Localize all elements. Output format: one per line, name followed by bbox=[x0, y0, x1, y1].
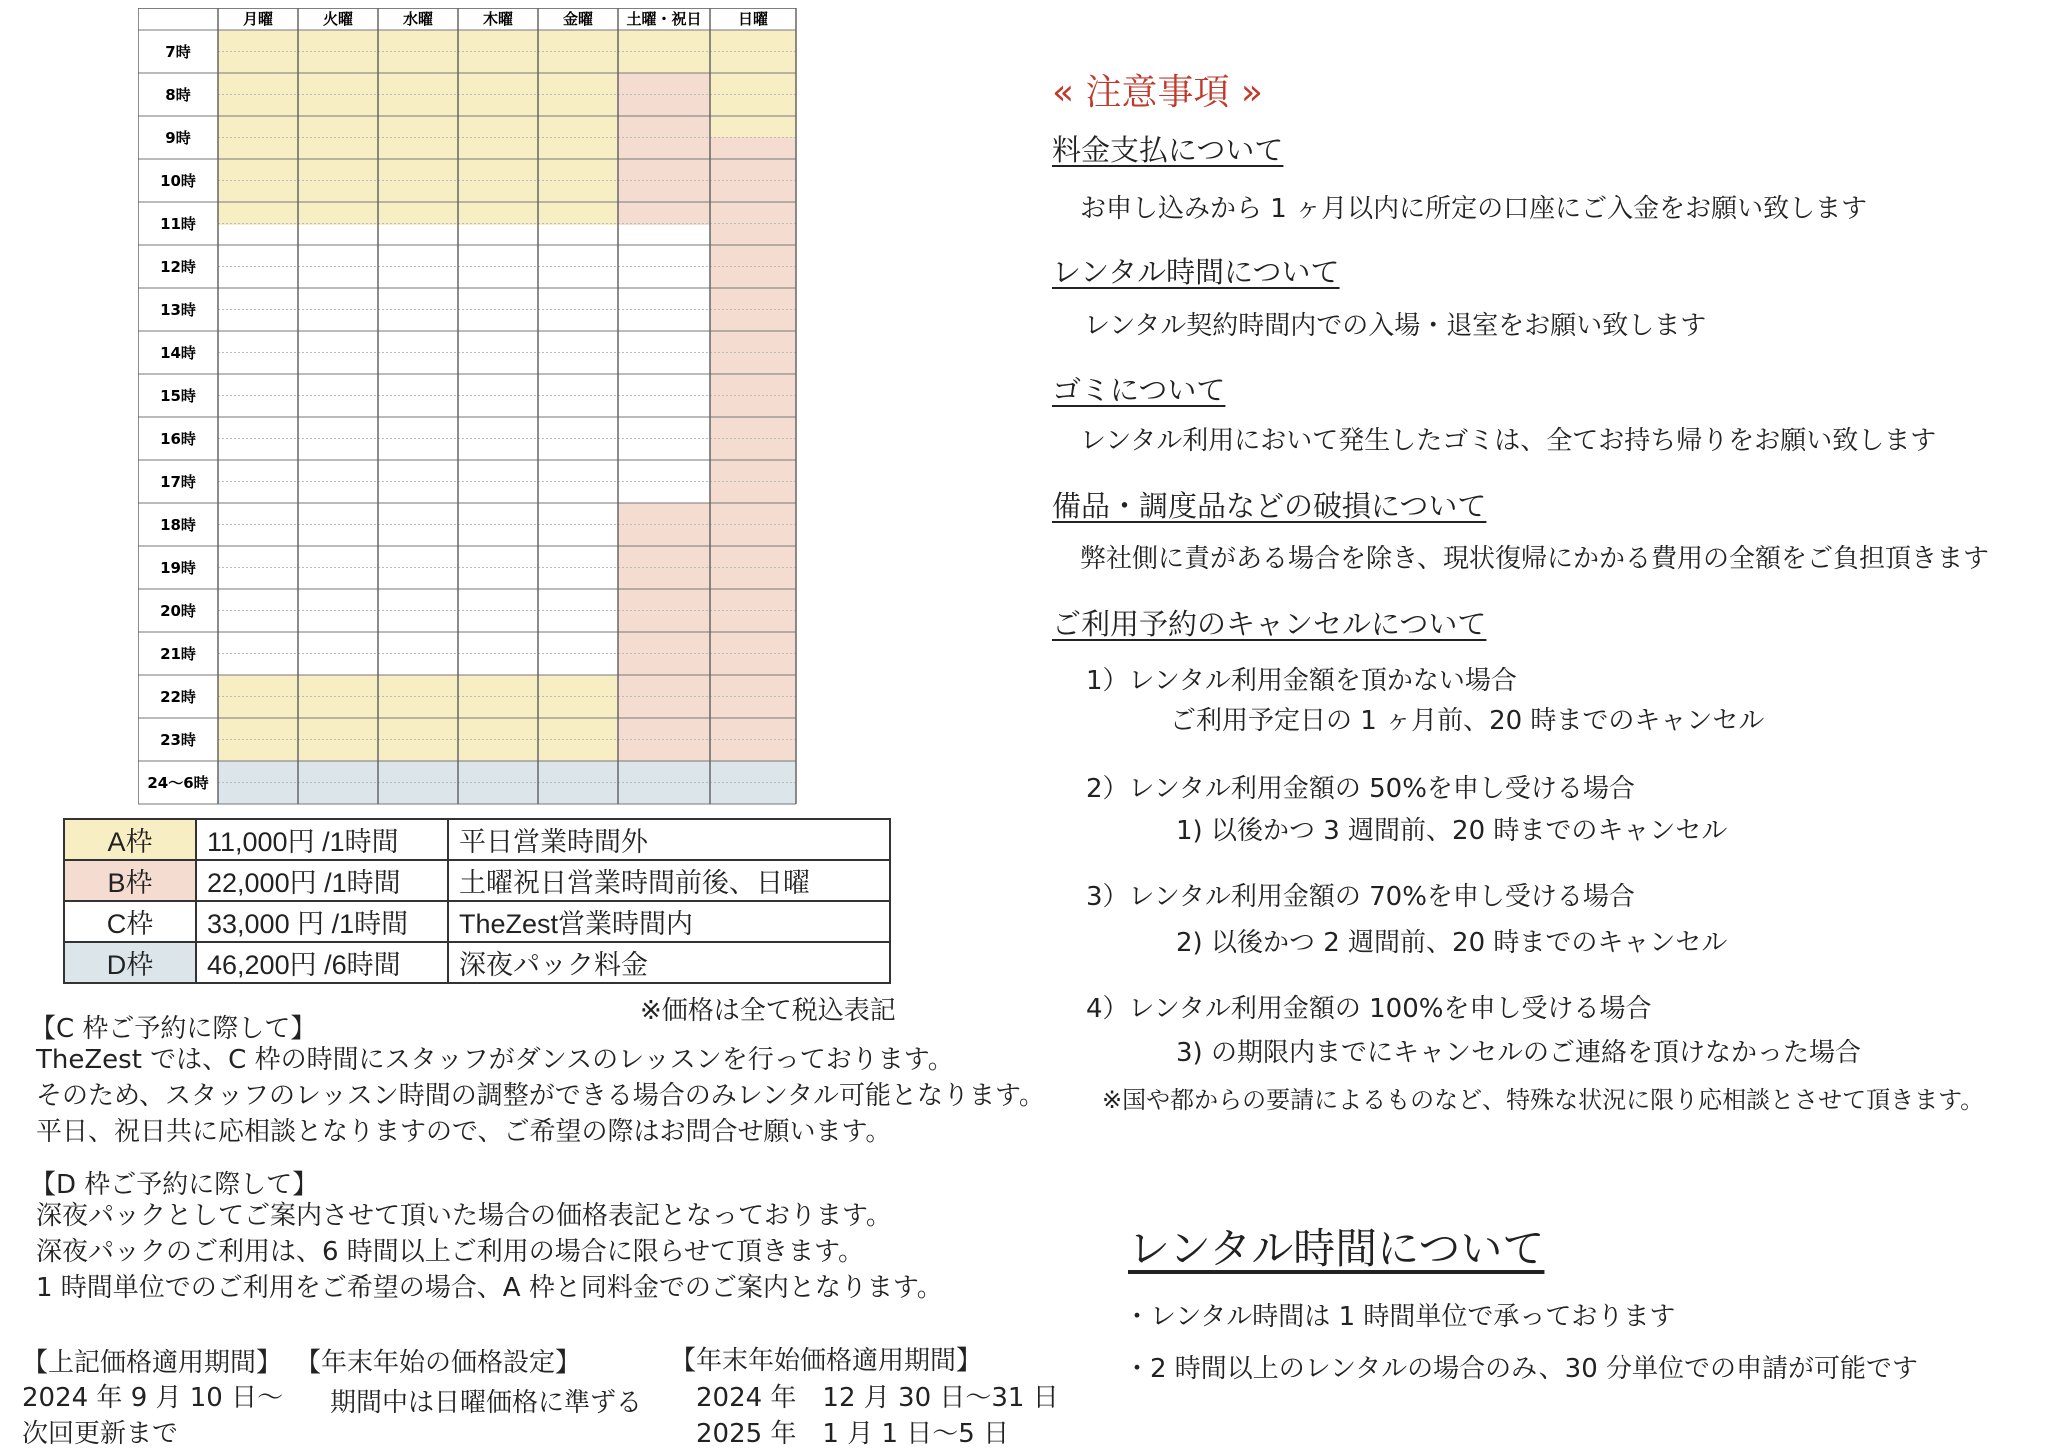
hour-label: 19時 bbox=[160, 559, 196, 577]
trash-heading: ゴミについて bbox=[1052, 373, 1226, 407]
newyear-period-line: 2024 年 12 月 30 日〜31 日 bbox=[696, 1383, 1059, 1413]
slot-a bbox=[218, 30, 298, 225]
price-desc: 平日営業時間外 bbox=[448, 819, 890, 860]
c-note-line: 平日、祝日共に応相談となりますので、ご希望の際はお問合せ願います。 bbox=[36, 1117, 892, 1147]
newyear-price-title: 【年末年始の価格設定】 bbox=[295, 1348, 582, 1378]
special-note: ※国や都からの要請によるものなど、特殊な状況に限り応相談とさせて頂きます。 bbox=[1102, 1086, 1985, 1114]
d-note-line: 深夜パックとしてご案内させて頂いた場合の価格表記となっております。 bbox=[36, 1201, 892, 1231]
cancel-item-head: 3）レンタル利用金額の 70%を申し受ける場合 bbox=[1086, 882, 1635, 912]
trash-text: レンタル利用において発生したゴミは、全てお持ち帰りをお願い致します bbox=[1080, 426, 1937, 456]
damage-heading: 備品・調度品などの破損について bbox=[1052, 489, 1487, 523]
price-table bbox=[63, 818, 891, 984]
rental-heading: レンタル時間について bbox=[1052, 255, 1340, 289]
newyear-period-title: 【年末年始価格適用期間】 bbox=[670, 1346, 983, 1376]
c-note-line: そのため、スタッフのレッスン時間の調整ができる場合のみレンタル可能となります。 bbox=[36, 1081, 1045, 1111]
cancel-item-sub: 3) の期限内までにキャンセルのご連絡を頂けなかった場合 bbox=[1176, 1038, 1861, 1068]
price-value: 33,000 円 /1時間 bbox=[196, 901, 448, 942]
hour-label: 13時 bbox=[160, 301, 196, 319]
d-note-body bbox=[36, 1198, 943, 1306]
d-note-title: 【D 枠ご予約に際して】 bbox=[30, 1170, 319, 1200]
price-label: A枠 bbox=[64, 819, 196, 860]
hour-label: 15時 bbox=[160, 387, 196, 405]
slot-b bbox=[710, 137, 796, 761]
c-note-line: TheZest では、C 枠の時間にスタッフがダンスのレッスンを行っております。 bbox=[36, 1045, 954, 1075]
slot-a bbox=[538, 30, 618, 225]
notes-title: « 注意事項 » bbox=[1052, 72, 1263, 113]
hour-label: 24〜6時 bbox=[147, 774, 209, 792]
cancel-item-sub: 2) 以後かつ 2 週間前、20 時までのキャンセル bbox=[1176, 928, 1728, 958]
hour-label: 20時 bbox=[160, 602, 196, 620]
applied-period-title: 【上記価格適用期間】 bbox=[22, 1348, 283, 1378]
price-row-b bbox=[64, 860, 890, 901]
price-label: B枠 bbox=[64, 860, 196, 901]
rental-time-title: レンタル時間について bbox=[1128, 1224, 1545, 1273]
price-label: C枠 bbox=[64, 901, 196, 942]
tax-note: ※価格は全て税込表記 bbox=[640, 996, 896, 1026]
cancel-item-sub: 1) 以後かつ 3 週間前、20 時までのキャンセル bbox=[1176, 816, 1728, 846]
cancel-item-head: 4）レンタル利用金額の 100%を申し受ける場合 bbox=[1086, 994, 1652, 1024]
hour-label: 16時 bbox=[160, 430, 196, 448]
hour-label: 8時 bbox=[165, 86, 191, 104]
slot-a bbox=[710, 30, 796, 137]
price-desc: 土曜祝日営業時間前後、日曜 bbox=[448, 860, 890, 901]
day-header: 火曜 bbox=[322, 10, 354, 28]
day-header: 日曜 bbox=[737, 10, 769, 28]
applied-period-line: 次回更新まで bbox=[22, 1419, 179, 1449]
d-note-line: 深夜パックのご利用は、6 時間以上ご利用の場合に限らせて頂きます。 bbox=[36, 1237, 864, 1267]
rental-time-line: ・レンタル時間は 1 時間単位で承っております bbox=[1124, 1302, 1676, 1332]
newyear-period-line: 2025 年 1 月 1 日〜5 日 bbox=[696, 1419, 1010, 1449]
cancel-item-head: 2）レンタル利用金額の 50%を申し受ける場合 bbox=[1086, 774, 1635, 804]
c-note-body bbox=[36, 1042, 1045, 1150]
hour-label: 9時 bbox=[165, 129, 191, 147]
newyear-period bbox=[696, 1380, 1059, 1452]
c-note-title: 【C 枠ご予約に際して】 bbox=[30, 1014, 317, 1044]
hour-label: 14時 bbox=[160, 344, 196, 362]
hour-label: 7時 bbox=[165, 43, 191, 61]
hour-label: 18時 bbox=[160, 516, 196, 534]
hour-label: 10時 bbox=[160, 172, 196, 190]
price-desc: 深夜パック料金 bbox=[448, 942, 890, 983]
rental-time-line: ・2 時間以上のレンタルの場合のみ、30 分単位での申請が可能です bbox=[1124, 1354, 1919, 1384]
applied-period-line: 2024 年 9 月 10 日〜 bbox=[22, 1383, 284, 1413]
newyear-price-text: 期間中は日曜価格に準ずる bbox=[330, 1388, 643, 1418]
price-row-a bbox=[64, 819, 890, 860]
rental-text: レンタル契約時間内での入場・退室をお願い致します bbox=[1084, 311, 1707, 341]
d-note-line: 1 時間単位でのご利用をご希望の場合、A 枠と同料金でのご案内となります。 bbox=[36, 1273, 943, 1303]
price-value: 46,200円 /6時間 bbox=[196, 942, 448, 983]
price-row-d bbox=[64, 942, 890, 983]
slot-a bbox=[458, 30, 538, 225]
slot-a bbox=[298, 30, 378, 225]
schedule-grid bbox=[138, 8, 798, 810]
price-label: D枠 bbox=[64, 942, 196, 983]
cancel-heading: ご利用予約のキャンセルについて bbox=[1052, 607, 1487, 641]
payment-heading: 料金支払について bbox=[1052, 133, 1284, 167]
price-value: 11,000円 /1時間 bbox=[196, 819, 448, 860]
payment-text: お申し込みから 1 ヶ月以内に所定の口座にご入金をお願い致します bbox=[1080, 194, 1868, 224]
damage-text: 弊社側に責がある場合を除き、現状復帰にかかる費用の全額をご負担頂きます bbox=[1080, 544, 1989, 574]
price-desc: TheZest営業時間内 bbox=[448, 901, 890, 942]
hour-label: 12時 bbox=[160, 258, 196, 276]
day-header: 木曜 bbox=[482, 10, 514, 28]
applied-period bbox=[22, 1380, 283, 1452]
day-header: 水曜 bbox=[402, 10, 434, 28]
slot-a bbox=[378, 30, 458, 225]
hour-label: 11時 bbox=[160, 215, 196, 233]
cancel-item-sub: ご利用予定日の 1 ヶ月前、20 時までのキャンセル bbox=[1170, 706, 1765, 736]
day-header: 金曜 bbox=[562, 10, 594, 28]
day-header: 月曜 bbox=[242, 10, 274, 28]
hour-label: 21時 bbox=[160, 645, 196, 663]
day-header: 土曜・祝日 bbox=[626, 10, 702, 28]
hour-label: 17時 bbox=[160, 473, 196, 491]
price-row-c bbox=[64, 901, 890, 942]
hour-label: 23時 bbox=[160, 731, 196, 749]
price-value: 22,000円 /1時間 bbox=[196, 860, 448, 901]
cancel-item-head: 1）レンタル利用金額を頂かない場合 bbox=[1086, 666, 1517, 696]
hour-label: 22時 bbox=[160, 688, 196, 706]
